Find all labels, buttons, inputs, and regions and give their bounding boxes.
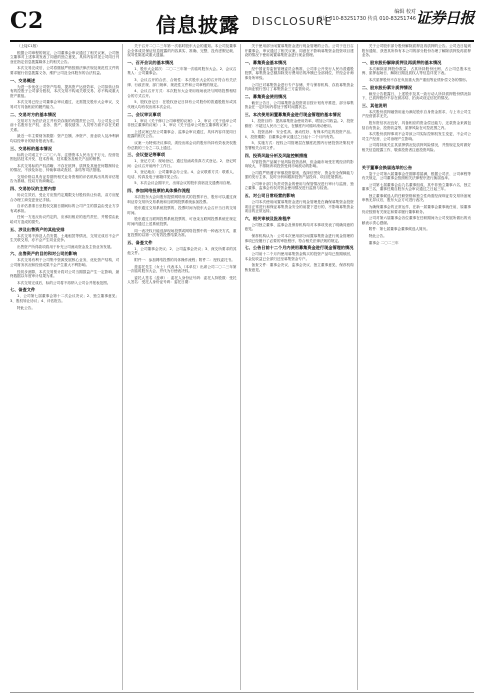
body-paragraph: 最近一年主要财务数据：资产总额、净资产、营业收入及净利润均以经审计的财务报表为准。	[10, 134, 120, 143]
section-heading: 一、交易概述	[10, 77, 36, 83]
body-paragraph: 交易对方为依法设立并有效存续的有限责任公司，与公司及公司前十名股东在产权、业务、资产、债权债务、人员等方面不存在关联关系。	[10, 118, 120, 132]
body-paragraph: 公司对第六届董事会各位董事在任职期间为公司发展所做出的贡献表示衷心感谢。	[361, 216, 471, 225]
body-paragraph: 独立董事候选人的任职资格和独立性尚需经深圳证券交易所备案审核无异议后，股东大会方可进行表决。	[361, 193, 471, 203]
body-paragraph: 公司将严格遵守审慎投资原则，选择信誉好、资金安全保障能力强的发行主体，及时分析和跟踪投资产品投向、项目进展情况。	[244, 170, 354, 180]
section-heading: 二、会议审议事项	[127, 111, 161, 117]
body-paragraph: 公司前十二个月内使用募集资金购买的投资产品均已按期赎回，本金及收益已全部归还至募集资金专户。	[244, 252, 354, 261]
body-paragraph: 1、公司第七届董事会第十二次会议决议；2、独立董事意见；3、股权转让协议；4、评估报告。	[10, 294, 120, 303]
body-paragraph: 公司审计部门负责对资金的使用与保管情况进行审计与监督，独立董事、监事会有权对资金使用情况进行监督与检查。	[244, 181, 354, 191]
body-paragraph: 公司将持续关注其质押情况及质押风险情况，并按规定及时做好相关信息披露工作，敬请投资者注意投资风险。	[361, 143, 471, 152]
body-paragraph: 股东资信状况良好，具备相应的资金偿还能力，还款资金来源包括自有资金、投资收益等，质押风险在可控范围之内。	[361, 120, 471, 130]
body-paragraph: 公司本次使用闲置募集资金进行现金管理是在确保募集资金投资项目正常进行和保证募集资金安全的前提下进行的，不影响募集资金项目的正常运转。	[244, 200, 354, 214]
section-heading: 一、募集资金基本情况	[244, 59, 287, 65]
body-paragraph: 4、会议召开方式：本次股东大会采用现场表决与网络投票相结合的方式召开。	[127, 89, 237, 98]
body-paragraph: 本次质押股份不存在负担重大资产重组等业绩补偿义务的情形。	[368, 77, 470, 82]
body-paragraph: 备查文件：董事会决议、监事会决议、独立董事意见、保荐机构核查意见。	[244, 263, 354, 272]
body-paragraph: 截至公告日，公司募集资金投资项目按计划有序推进，部分募集资金在一定时间内将处于暂时闲置状态。	[244, 100, 354, 110]
body-paragraph: 1、审议《关于修订公司章程的议案》；2、审议《关于选举公司非独立董事的议案》；3、审议《关于选举公司独立董事的议案》。	[127, 118, 237, 128]
body-paragraph: 3、投资品种：安全性高、流动性好、有保本约定的投资产品。4、投资期限：自董事会审议通过之日起十二个月内有效。	[244, 130, 354, 139]
section-heading: 三、本次使用闲置募集资金进行现金管理的基本情况	[244, 111, 341, 117]
body-paragraph: 本次交易完成后，公司将继续严格按照法律法规及规范性文件的要求履行信息披露义务，维护公司及全体股东的合法权益。	[10, 66, 120, 75]
body-paragraph: 5、本次会议会期半天，出席会议的股东食宿及交通费用自理。	[134, 181, 234, 186]
section-heading: 七、公告日前十二个月内使用募集资金进行现金管理的情况	[244, 245, 354, 251]
body-paragraph: 尽管投资产品属于低风险投资品种，但金融市场受宏观经济的影响较大，不排除该项投资受到市场波动的影响。	[244, 159, 354, 169]
body-paragraph: 公司已对募集资金进行专户存储，并与保荐机构、存放募集资金的商业银行签订了募集资金三方监管协议。	[244, 82, 354, 92]
section-heading: 三、交易标的基本情况	[10, 145, 52, 151]
body-paragraph: 为进一步优化公司资产结构，提高资产运营效率，公司拟转让持有的控股子公司部分股权，本次交易不构成关联交易，亦不构成重大资产重组。	[10, 84, 120, 98]
body-paragraph: 5、股权登记日：在股权登记日持有公司股份的普通股股东或其代理人均有权出席本次会议。	[127, 100, 237, 109]
text-column-4	[362, 44, 474, 690]
section-heading: 三、其他说明	[361, 102, 387, 108]
section-heading: 关于董事会换届选举的公告	[361, 164, 413, 170]
body-paragraph: 兹委托先生（女士）代表本人（本单位）出席公司二〇二三年第一次临时股东大会，并代为行使表决权。	[127, 264, 237, 274]
body-paragraph: 出售资产所得款项将用于补充公司流动资金及主营业务发展。	[17, 244, 115, 249]
body-paragraph: 1、公司董事会决议；2、公司监事会决议；3、深交所要求的其他文件。	[127, 246, 237, 256]
body-paragraph: 公司独立董事、监事会及保荐机构均对本事项发表了明确同意的意见。	[244, 222, 354, 232]
body-paragraph: 3、会议召开的合法、合规性：本次股东大会的召开符合有关法律、行政法规、部门规章、规范性文件和公司章程的规定。	[127, 77, 237, 87]
section-heading: 二、募集资金使用情况	[244, 93, 287, 99]
page-number: C2	[10, 8, 44, 34]
editor-contact-info	[318, 9, 416, 22]
body-paragraph: 委托人签名（盖章）：委托人身份证号码：委托人持股数：受托人签名：受托人身份证号码：委托日期：	[127, 275, 237, 285]
body-paragraph: 协议生效后，受让方应按约定期限支付股权转让价款，双方应配合办理工商变更登记手续。	[10, 193, 120, 202]
body-paragraph: 议案一为特别决议事项，须经出席会议的股东所持有效表决权股份总数的三分之二以上通过。	[127, 140, 237, 150]
body-paragraph: 股东通过互联网投票系统投票的，可登录互联网投票系统在规定时间内通过上述系统投票。	[127, 217, 237, 227]
section-heading: 一、召开会议的基本情况	[127, 59, 174, 65]
section-heading: 三、会议登记等事项	[127, 152, 165, 158]
body-paragraph: 1、投资目的：提高募集资金使用效率，增加公司收益。2、投资额度：不超过人民币三亿元，在额度内可循环滚动使用。	[244, 118, 354, 128]
section-heading: 五、涉及出售资产的其他安排	[10, 226, 65, 232]
body-paragraph: 经初步测算，本次交易预计将对公司当期损益产生一定影响，最终数据以年度审计结果为准。	[10, 269, 120, 279]
body-paragraph: 本次交易有利于公司集中资源发展核心业务，优化资产结构，对公司财务状况和经营成果不会产生重大不利影响。	[10, 258, 120, 267]
section-heading: 四、参加网络投票的具体操作流程	[127, 188, 191, 194]
body-paragraph: 1、登记方式：现场登记、通过信函或传真方式登记。2、登记时间：会议召开前两个工作日。	[127, 159, 237, 168]
body-paragraph: 标的公司成立于二〇〇八年，注册资本人民币五千万元，经营范围包括技术开发、技术咨询、技术服务及相关产品的销售。	[10, 152, 120, 162]
body-paragraph: 同一表决权只能选择现场投票或网络投票中的一种表决方式，重复投票的以第一次有效投票结果为准。	[127, 228, 237, 238]
editor-line: 编辑 校对	[394, 9, 416, 15]
body-paragraph: 本次股东大会向股东提供网络形式的投票平台，股东可以通过深圳证券交易所交易系统和互联网投票系统参加投票。	[127, 195, 237, 204]
section-heading: 二、股东股份累计质押情况	[361, 84, 413, 90]
body-paragraph: 股东通过交易系统投票的，投票时间为股东大会召开当日的交易时间。	[127, 206, 237, 215]
body-paragraph: 本次交易完成后，标的公司将不再纳入公司合并报表范围。	[17, 280, 111, 285]
section-title: 信息披露	[156, 13, 240, 37]
body-paragraph: 5、实施方式：授权公司管理层在额度范围内行使投资决策权并签署相关合同文件。	[244, 141, 354, 150]
section-heading: 六、出售资产的目的和对公司的影响	[10, 251, 78, 257]
body-paragraph: 特此公告。	[368, 234, 387, 239]
body-paragraph: 自评估基准日至股权交割日期间标的公司产生的损益由受让方享有或承担。	[10, 204, 120, 213]
section-heading: 二、交易对方的基本情况	[10, 111, 57, 117]
text-column-1	[10, 44, 123, 690]
section-heading: 四、投资风险分析及风险控制措施	[244, 152, 308, 158]
body-paragraph: 为确保董事会的正常运作，在新一届董事会董事就任前，原董事仍应按照有关规定和要求履行董事职务。	[361, 205, 471, 214]
section-heading: 六、相关审核及批准程序	[244, 215, 291, 221]
body-paragraph: 公司第七届董事会由九名董事组成，其中非独立董事六名，独立董事三名，董事任期自股东大会审议通过之日起三年。	[361, 182, 471, 192]
body-paragraph: 关于使用部分闲置募集资金进行现金管理的公告。公司于近日召开董事会，审议通过了相关议案，同意在不影响募集资金投资项目建设的情况下使用闲置募集资金进行现金管理。	[244, 44, 354, 58]
section-heading: 七、备查文件	[10, 287, 36, 293]
body-paragraph: 附件一：参加网络投票的具体操作流程；附件二：授权委托书。	[134, 258, 235, 262]
column-spacer	[362, 155, 471, 163]
text-column-3	[245, 44, 358, 690]
section-heading: 一、股东股份解除质押及再质押的基本情况	[361, 59, 442, 65]
body-paragraph: 关于召开二〇二三年第一次临时股东大会的通知。本公司及董事会全体成员保证信息披露的内容真实、准确、完整，没有虚假记载、误导性陈述或重大遗漏。	[127, 44, 237, 58]
body-paragraph: 任何一方违反协议约定的，应承担相应的违约责任，并赔偿由此给对方造成的损失。	[10, 215, 120, 225]
body-paragraph: 截至公告披露日，上述股东及其一致行动人所持质押股份情况如下，已质押股份不存在被冻结、拍卖或设定信托的情况。	[361, 91, 471, 101]
body-paragraph: 鉴于公司第六届董事会任期即将届满，根据公司法、公司章程等有关规定，公司董事会按照相关法律程序进行换届选举。	[361, 171, 471, 181]
section-heading: 四、交易协议的主要内容	[10, 186, 57, 192]
body-paragraph: 特此公告。	[17, 305, 35, 310]
section-title-english: DISCLOSURE	[252, 15, 333, 28]
body-paragraph: 关于公司股东部分股份解除质押及再质押的公告。公司近日接到股东通知，获悉其所持有本公司的部分股份办理了解除质押及再质押业务。	[361, 44, 471, 58]
body-paragraph: 保荐机构认为：公司本次使用部分闲置募集资金进行现金管理的事项已经履行了必要的审批程序，符合相关法律法规的规定。	[244, 234, 354, 243]
body-paragraph: 本次交易不涉及人员安置、土地租赁等情况，交易完成后不会产生关联交易，亦不会产生同业竞争。	[10, 233, 120, 243]
body-paragraph: 附件：第七届董事会董事候选人简历。	[368, 227, 430, 232]
article-columns	[10, 44, 474, 690]
body-paragraph: 上述议案已经公司董事会、监事会审议通过，具体内容详见同日披露的相关公告。	[127, 129, 237, 139]
page-footer-rule	[10, 692, 474, 696]
text-column-2	[127, 44, 240, 690]
body-paragraph: 根据公司章程的规定，公司董事会审议通过了相关议案，公司独立董事对上述事项发表了同意的独立意见，具体内容详见公司同日刊登在指定信息披露媒体上的相关公告。	[10, 50, 120, 64]
body-paragraph: 本次交易已经公司董事会审议通过，无需提交股东大会审议，交易对方具备相应的履约能力。	[10, 100, 120, 109]
body-paragraph: 1、股东大会届次：二〇二三年第一次临时股东大会。2、会议召集人：公司董事会。	[127, 66, 237, 76]
body-paragraph: 3、登记地点：公司董事会办公室。4、会议联系方式：联系人、电话、传真及电子邮箱详见公告。	[127, 170, 237, 179]
newspaper-logo: 证券日报	[415, 9, 474, 27]
body-paragraph: 董事会 二〇二三年	[368, 240, 399, 245]
section-heading: 五、对公司日常经营的影响	[244, 193, 295, 199]
masthead	[10, 6, 474, 42]
body-paragraph: 本次股份质押融资用途为满足股东自身资金需求，与上市公司生产经营需求无关。	[361, 109, 471, 119]
body-paragraph: 交易价格以具有证券期货相关业务资格的评估机构出具的评估报告为基础，经双方协商确定。	[10, 174, 120, 184]
body-paragraph: 经中国证券监督管理委员会核准，公司非公开发行人民币普通股股票，募集资金总额扣除发行费用后的净额已全部到位，并经会计师事务所审验。	[244, 66, 354, 80]
body-paragraph: （上接C1版）	[17, 44, 40, 48]
body-paragraph: 本次交易标的产权清晰，不存在抵押、质押及其他任何限制转让的情况，不涉及诉讼、仲裁事项或查封、冻结等司法措施。	[10, 163, 120, 173]
contact-line: 电话 010-83251730 传真 010-83251746	[317, 15, 416, 22]
body-paragraph: 本次股份质押事项不会导致公司实际控制权发生变更，不会对公司生产经营、公司治理产生影响。	[361, 132, 471, 141]
body-paragraph: 本次解除质押股份数量、占其所持股份比例、占公司总股本比例、质押起始日、解除日期及质权人等信息详见下表。	[361, 66, 471, 76]
section-heading: 五、备查文件	[127, 239, 153, 245]
